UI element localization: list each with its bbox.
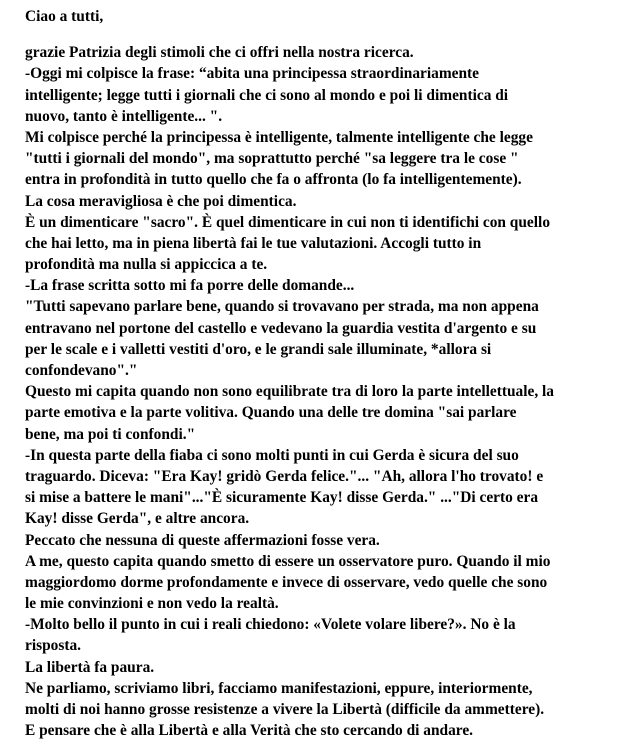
text-line: La libertà fa paura.: [25, 658, 155, 676]
text-line: profondità ma nulla si appiccica a te.: [25, 256, 268, 274]
text-line: "tutti i giornali del mondo", ma soprattutto perché "sa leggere tra le cose ": [25, 150, 519, 168]
text-line: le mie convinzioni e non vedo la realtà.: [25, 595, 279, 613]
text-line: traguardo. Diceva: "Era Kay! gridò Gerda felice."... "Ah, allora l'ho trovato! e: [25, 467, 544, 485]
text-line: si mise a battere le mani"..."È sicuramente Kay! disse Gerda." ..."Di certo era: [25, 489, 539, 507]
text-line: E pensare che è alla Libertà e alla Verità che sto cercando di andare.: [25, 722, 474, 740]
text-line: nuovo, tanto è intelligente... ".: [25, 107, 223, 125]
text-line: Questo mi capita quando non sono equilibrate tra di loro la parte intellettuale, la: [25, 383, 555, 401]
text-line: -Oggi mi colpisce la frase: “abita una principessa straordinariamente: [25, 65, 479, 83]
text-line: -In questa parte della fiaba ci sono molti punti in cui Gerda è sicura del suo: [25, 446, 519, 464]
text-line: parte emotiva e la parte volitiva. Quando una delle tre domina "sai parlare: [25, 404, 517, 422]
text-line: Peccato che nessuna di queste affermazioni fosse vera.: [25, 531, 380, 549]
text-line: È un dimenticare "sacro". È quel dimenticare in cui non ti identifichi con quello: [25, 213, 551, 231]
text-line: intelligente; legge tutti i giornali che ci sono al mondo e poi li dimentica di: [25, 86, 509, 104]
text-line: grazie Patrizia degli stimoli che ci offri nella nostra ricerca.: [25, 44, 414, 62]
text-line: "Tutti sapevano parlare bene, quando si trovavano per strada, ma non appena: [25, 298, 539, 316]
text-line: Ne parliamo, scriviamo libri, facciamo manifestazioni, eppure, interiormente,: [25, 679, 533, 697]
greeting: Ciao a tutti,: [25, 8, 104, 25]
text-body: [25, 42, 619, 741]
text-line: Kay! disse Gerda", e altre ancora.: [25, 510, 250, 528]
text-line: maggiordomo dorme profondamente e invece di osservare, vedo quelle che sono: [25, 573, 548, 591]
text-line: risposta.: [25, 637, 82, 655]
text-line: La cosa meravigliosa è che poi dimentica.: [25, 192, 297, 210]
text-line: -Molto bello il punto in cui i reali chiedono: «Volete volare libere?». No è la: [25, 616, 516, 634]
text-line: bene, ma poi ti confondi.": [25, 425, 196, 443]
text-line: A me, questo capita quando smetto di essere un osservatore puro. Quando il mio: [25, 552, 551, 570]
text-line: -La frase scritta sotto mi fa porre delle domande...: [25, 277, 355, 295]
text-line: confondevano".": [25, 362, 138, 379]
document-body: [25, 6, 619, 741]
text-line: per le scale e i valletti vestiti d'oro, e le grandi sale illuminate, *allora si: [25, 340, 492, 358]
text-line: entravano nel portone del castello e vedevano la guardia vestita d'argento e su: [25, 319, 537, 337]
text-line: entra in profondità in tutto quello che fa o affronta (lo fa intelligentemente).: [25, 171, 522, 189]
text-line: Mi colpisce perché la principessa è intelligente, talmente intelligente che legge: [25, 128, 533, 146]
text-line: molti di noi hanno grosse resistenze a vivere la Libertà (difficile da ammettere).: [25, 701, 545, 718]
text-line: che hai letto, ma in piena libertà fai le tue valutazioni. Accogli tutto in: [25, 234, 482, 252]
